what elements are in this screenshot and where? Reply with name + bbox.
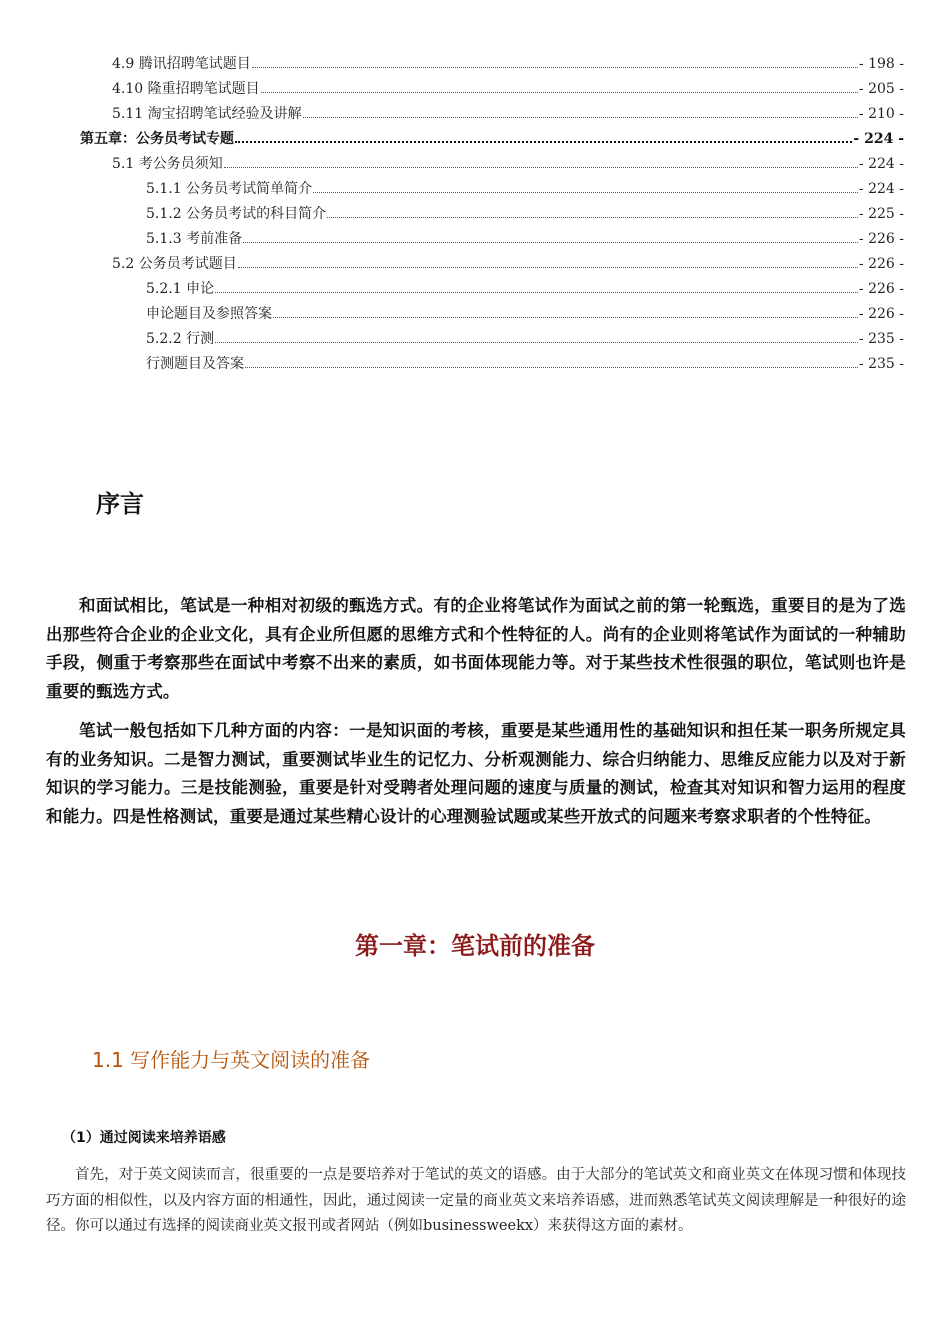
- toc-leader-dots: [273, 316, 858, 318]
- toc-entry-chapter[interactable]: [80, 127, 904, 147]
- toc-entry-title: 5.1 考公务员须知: [112, 156, 223, 172]
- toc-entry-title: 5.2.2 行测: [146, 331, 215, 347]
- chapter-title: 第一章：笔试前的准备: [355, 932, 595, 960]
- toc-entry-page: - 235 -: [858, 331, 904, 347]
- toc-entry[interactable]: [146, 277, 904, 297]
- toc-entry-page: - 226 -: [858, 256, 904, 272]
- toc-entry-title: 5.2.1 申论: [146, 281, 215, 297]
- toc-entry-page: - 198 -: [858, 56, 904, 72]
- toc-entry-page: - 224 -: [853, 131, 904, 147]
- toc-entry-title: 第五章：公务员考试专题: [80, 131, 234, 147]
- toc-leader-dots: [252, 66, 858, 68]
- toc-entry-page: - 235 -: [858, 356, 904, 372]
- toc-entry-title: 5.1.2 公务员考试的科目简介: [146, 206, 327, 222]
- toc-entry-page: - 226 -: [858, 281, 904, 297]
- toc-entry-title: 5.1.3 考前准备: [146, 231, 243, 247]
- toc-entry-title: 4.10 隆重招聘笔试题目: [112, 81, 260, 97]
- toc-leader-dots: [303, 116, 858, 118]
- toc-leader-dots: [235, 140, 852, 143]
- toc-entry[interactable]: [146, 227, 904, 247]
- toc-leader-dots: [238, 266, 858, 268]
- toc-entry-title: 4.9 腾讯招聘笔试题目: [112, 56, 251, 72]
- toc-entry[interactable]: [112, 252, 904, 272]
- toc-entry[interactable]: [146, 352, 904, 372]
- toc-entry-page: - 226 -: [858, 306, 904, 322]
- toc-entry[interactable]: [146, 177, 904, 197]
- toc-leader-dots: [215, 341, 858, 343]
- toc-entry-title: 5.1.1 公务员考试简单简介: [146, 181, 313, 197]
- preface-paragraph: 和面试相比，笔试是一种相对初级的甄选方式。有的企业将笔试作为面试之前的第一轮甄选，重要目的是为了选出那些符合企业的企业文化，具有企业所但愿的思维方式和个性特征的人。尚有的企业则将笔试作为面试的一种辅助手段，侧重于考察那些在面试中考察不出来的素质，如书面体现能力等。对于某些技术性很强的职位，笔试则也许是重要的甄选方式。: [46, 596, 906, 701]
- toc-leader-dots: [261, 91, 858, 93]
- toc-leader-dots: [224, 166, 858, 168]
- preface-title: 序言: [96, 490, 144, 518]
- toc-entry-page: - 210 -: [858, 106, 904, 122]
- toc-entry[interactable]: [112, 152, 904, 172]
- toc-leader-dots: [215, 291, 858, 293]
- toc-entry[interactable]: [112, 52, 904, 72]
- toc-leader-dots: [245, 366, 858, 368]
- subsection-title: （1）通过阅读来培养语感: [62, 1130, 226, 1146]
- toc-entry-title: 5.2 公务员考试题目: [112, 256, 237, 272]
- toc-leader-dots: [243, 241, 858, 243]
- toc-entry-page: - 224 -: [858, 156, 904, 172]
- toc-entry-title: 5.11 淘宝招聘笔试经验及讲解: [112, 106, 302, 122]
- toc-entry[interactable]: [112, 77, 904, 97]
- toc-entry-page: - 224 -: [858, 181, 904, 197]
- toc-leader-dots: [327, 216, 858, 218]
- preface-paragraph: 笔试一般包括如下几种方面的内容：一是知识面的考核，重要是某些通用性的基础知识和担任某一职务所规定具有的业务知识。二是智力测试，重要测试毕业生的记忆力、分析观测能力、综合归纳能力、思维反应能力以及对于新知识的学习能力。三是技能测验，重要是针对受聘者处理问题的速度与质量的测试，检查其对知识和智力运用的程度和能力。四是性格测试，重要是通过某些精心设计的心理测验试题或某些开放式的问题来考察求职者的个性特征。: [46, 721, 906, 826]
- toc-entry-title: 申论题目及参照答案: [146, 306, 272, 322]
- toc-entry[interactable]: [146, 327, 904, 347]
- toc-entry-page: - 205 -: [858, 81, 904, 97]
- section-title: 1.1 写作能力与英文阅读的准备: [92, 1048, 371, 1072]
- toc-entry[interactable]: [146, 202, 904, 222]
- toc-leader-dots: [313, 191, 858, 193]
- body-paragraph: 首先，对于英文阅读而言，很重要的一点是要培养对于笔试的英文的语感。由于大部分的笔试英文和商业英文在体现习惯和体现技巧方面的相似性，以及内容方面的相通性，因此，通过阅读一定量的商业英文来培养语感，进而熟悉笔试英文阅读理解是一种很好的途径。你可以通过有选择的阅读商业英文报刊或者网站（例如businessweekx）来获得这方面的素材。: [46, 1167, 906, 1234]
- toc-entry[interactable]: [146, 302, 904, 322]
- toc-entry-title: 行测题目及答案: [146, 356, 244, 372]
- toc-entry-page: - 226 -: [858, 231, 904, 247]
- toc-entry[interactable]: [112, 102, 904, 122]
- toc-entry-page: - 225 -: [858, 206, 904, 222]
